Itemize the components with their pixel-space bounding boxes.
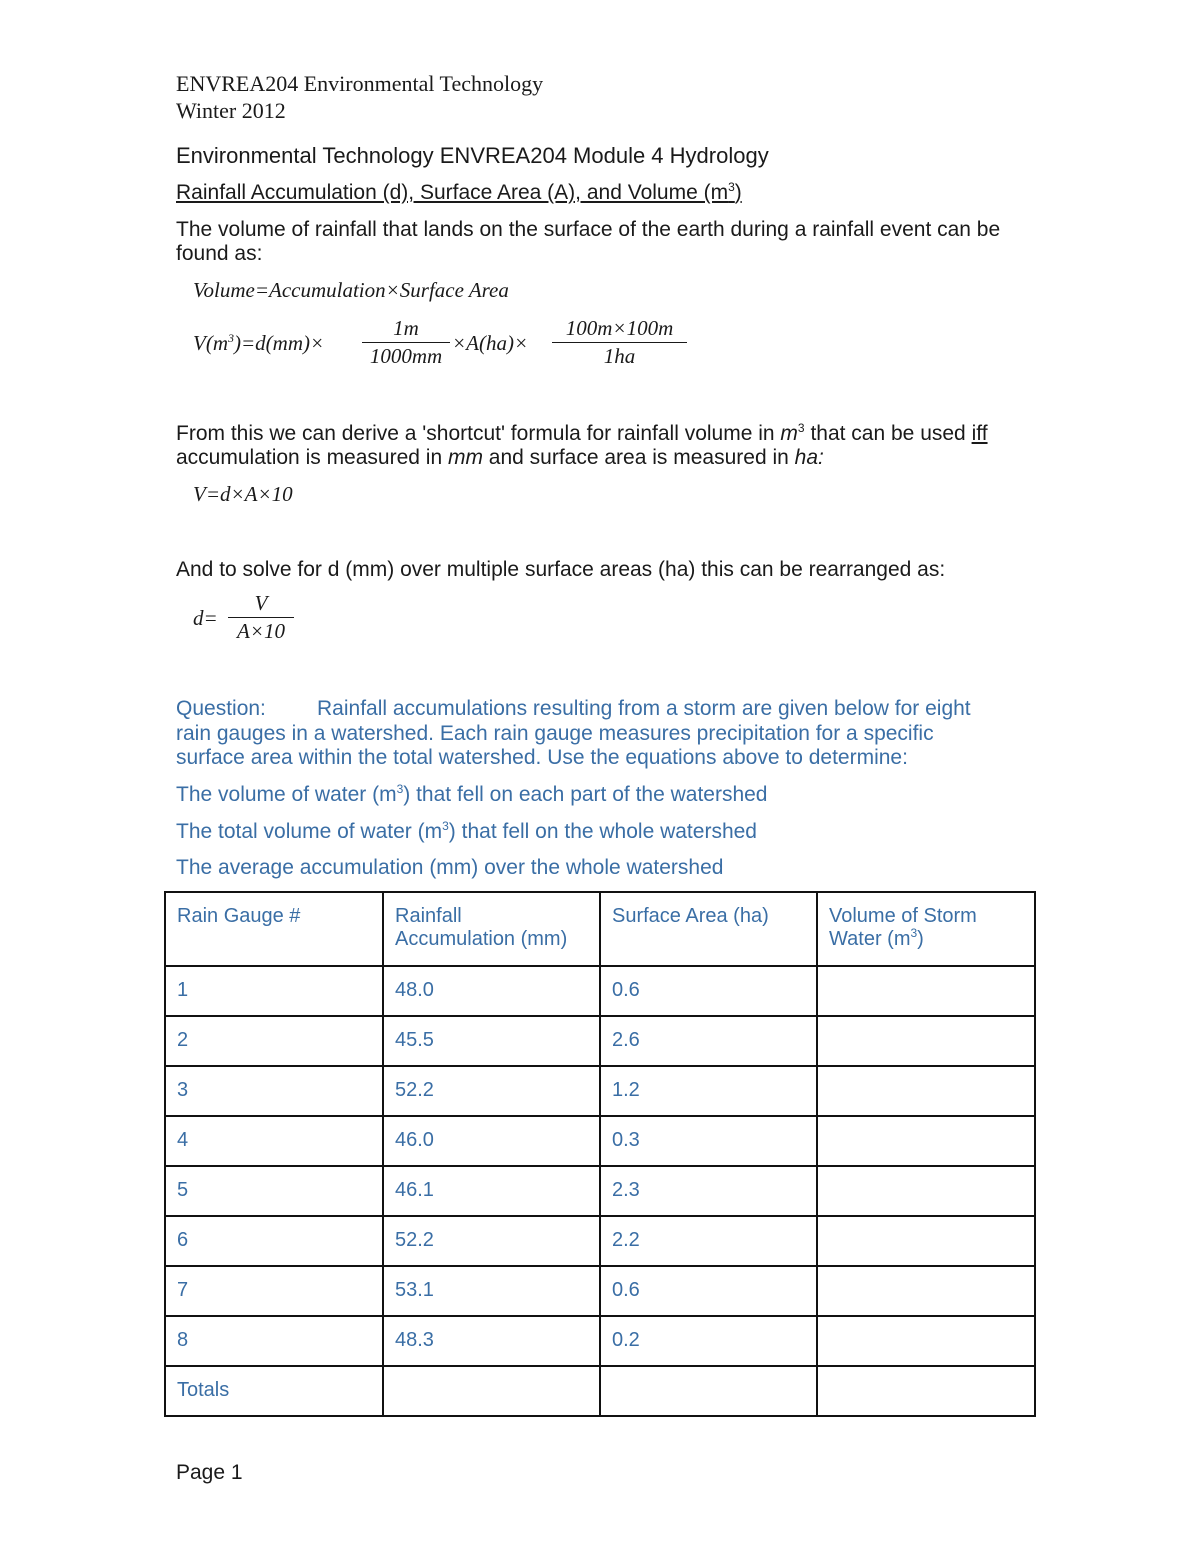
- totals-rainfall-cell[interactable]: [383, 1366, 600, 1416]
- cell-volume[interactable]: [817, 1266, 1035, 1316]
- question-item-volume-each: The volume of water $(m^3)$ that fell on each part of the watershed: [176, 782, 768, 806]
- cell-gauge: 5: [165, 1166, 383, 1216]
- table-row: [165, 966, 1035, 1016]
- intro-text-line2: found as:: [176, 242, 263, 265]
- cell-volume[interactable]: [817, 1166, 1035, 1216]
- equation-fraction-hectare: 100m×100m 1ha: [552, 316, 687, 369]
- equation-volume-words: Volume=Accumulation×Surface Area: [193, 278, 509, 302]
- page-number: Page 1: [176, 1461, 243, 1484]
- table-row: [165, 1216, 1035, 1266]
- question-item-total-volume: The total volume of water $(m^3)$ that fell on the whole watershed: [176, 819, 757, 843]
- rearrange-text: And to solve for d (mm) over multiple surface areas (ha) this can be rearranged as:: [176, 558, 946, 581]
- cell-gauge: 3: [165, 1066, 383, 1116]
- cell-rainfall: 52.2: [383, 1066, 600, 1116]
- cell-rainfall: 45.5: [383, 1016, 600, 1066]
- equation-shortcut: V=d×A×10: [193, 482, 293, 506]
- intro-text-line1: The volume of rainfall that lands on the surface of the earth during a rainfall event can be: [176, 218, 1001, 241]
- cell-rainfall: 48.0: [383, 966, 600, 1016]
- course-header: ENVREA204 Environmental Technology: [176, 71, 544, 96]
- question-line2: rain gauges in a watershed. Each rain gauge measures precipitation for a specific: [176, 722, 934, 745]
- table-row: [165, 1266, 1035, 1316]
- question-line1: Rainfall accumulations resulting from a storm are given below for eight: [317, 697, 971, 720]
- table-row: [165, 1016, 1035, 1066]
- table-row: [165, 1066, 1035, 1116]
- header-surface-area: Surface Area (ha): [600, 892, 817, 966]
- cell-rainfall: 48.3: [383, 1316, 600, 1366]
- equation-volume-middle: ×A(ha)×: [452, 331, 529, 355]
- header-storm-volume: Volume of Storm Water $(m^3)$: [817, 892, 1035, 966]
- table-row: [165, 1316, 1035, 1366]
- cell-area: 0.2: [600, 1316, 817, 1366]
- cell-area: 2.2: [600, 1216, 817, 1266]
- cell-rainfall: 52.2: [383, 1216, 600, 1266]
- table-totals-row: [165, 1366, 1035, 1416]
- cell-gauge: 4: [165, 1116, 383, 1166]
- cell-area: 0.6: [600, 966, 817, 1016]
- derive-text-line1: From this we can derive a 'shortcut' formula for rainfall volume in $m^3$ that can be used iff: [176, 421, 988, 445]
- rain-gauge-table: [164, 891, 1036, 1417]
- equation-volume-left: $V(m^3)=d(mm)\times$: [193, 331, 325, 355]
- question-item-average: The average accumulation (mm) over the whole watershed: [176, 856, 724, 879]
- equation-depth-left: d=: [193, 606, 218, 630]
- cell-area: 2.3: [600, 1166, 817, 1216]
- cell-rainfall: 46.0: [383, 1116, 600, 1166]
- equation-fraction-meters: 1m 1000mm: [362, 316, 450, 369]
- cell-gauge: 6: [165, 1216, 383, 1266]
- totals-area-cell[interactable]: [600, 1366, 817, 1416]
- cell-gauge: 2: [165, 1016, 383, 1066]
- term-header: Winter 2012: [176, 98, 286, 123]
- cell-rainfall: 53.1: [383, 1266, 600, 1316]
- cell-gauge: 1: [165, 966, 383, 1016]
- table-header-row: [165, 892, 1035, 966]
- question-line3: surface area within the total watershed. Use the equations above to determine:: [176, 746, 908, 769]
- document-title: Environmental Technology ENVREA204 Module 4 Hydrology: [176, 143, 769, 168]
- header-rainfall-accumulation: Rainfall Accumulation (mm): [383, 892, 600, 966]
- cell-area: 1.2: [600, 1066, 817, 1116]
- cell-gauge: 8: [165, 1316, 383, 1366]
- cell-volume[interactable]: [817, 1216, 1035, 1266]
- table-row: [165, 1116, 1035, 1166]
- cell-gauge: 7: [165, 1266, 383, 1316]
- header-rain-gauge: Rain Gauge #: [165, 892, 383, 966]
- equation-depth-fraction: V A×10: [228, 591, 294, 644]
- table-row: [165, 1166, 1035, 1216]
- cell-rainfall: 46.1: [383, 1166, 600, 1216]
- totals-label: Totals: [165, 1366, 383, 1416]
- totals-volume-cell[interactable]: [817, 1366, 1035, 1416]
- cell-volume[interactable]: [817, 1016, 1035, 1066]
- section-subtitle: Rainfall Accumulation (d), Surface Area (A), and Volume $(m^3)$: [176, 180, 742, 204]
- cell-area: 2.6: [600, 1016, 817, 1066]
- cell-area: 0.3: [600, 1116, 817, 1166]
- cell-volume[interactable]: [817, 1116, 1035, 1166]
- cell-volume[interactable]: [817, 1316, 1035, 1366]
- question-label: Question:: [176, 697, 266, 720]
- cell-volume[interactable]: [817, 966, 1035, 1016]
- derive-text-line2: accumulation is measured in mm and surface area is measured in ha:: [176, 446, 824, 469]
- cell-volume[interactable]: [817, 1066, 1035, 1116]
- cell-area: 0.6: [600, 1266, 817, 1316]
